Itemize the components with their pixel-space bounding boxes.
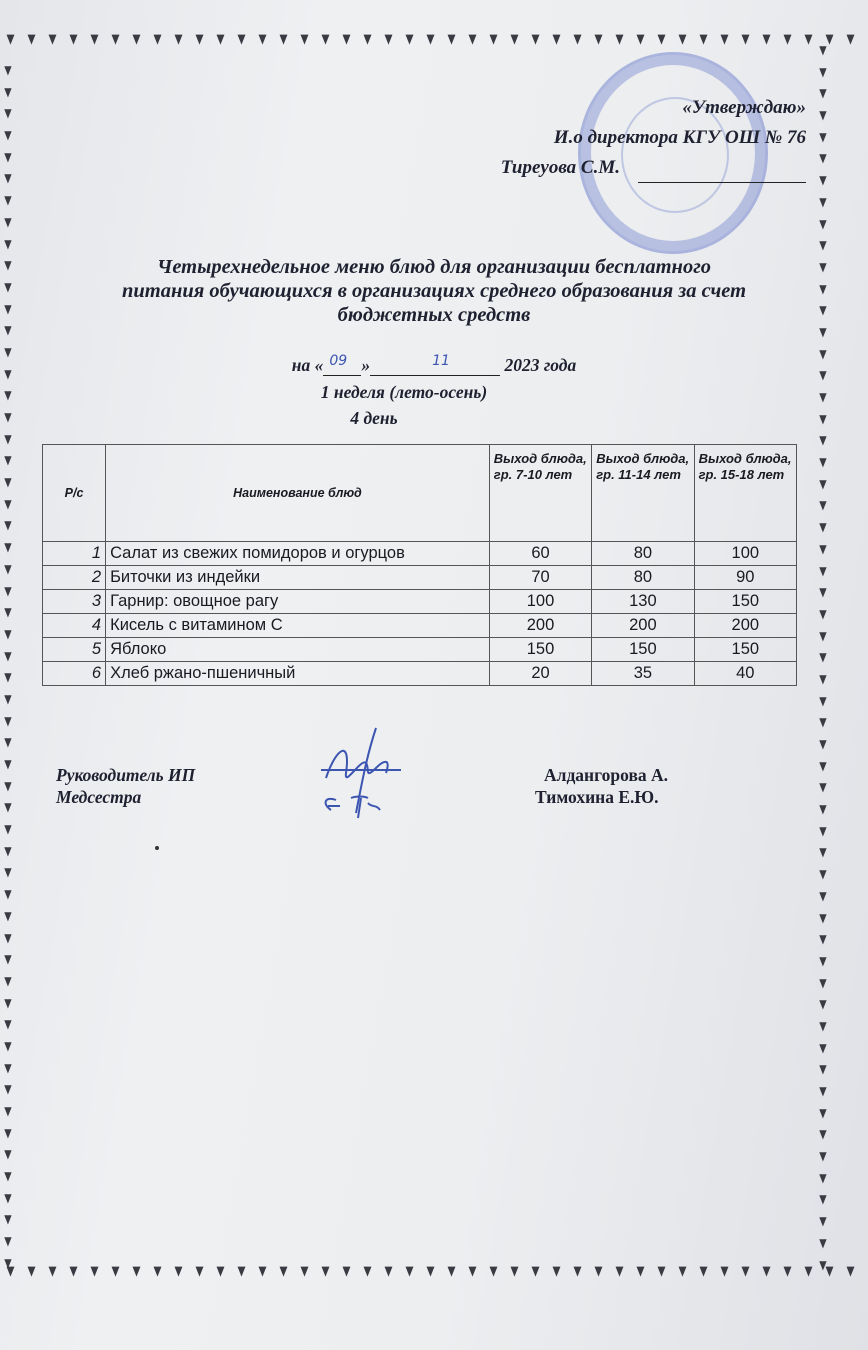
flower-ornament-icon: ▼ — [258, 1264, 267, 1279]
flower-ornament-icon: ▼ — [4, 106, 12, 121]
flower-ornament-icon: ▼ — [819, 845, 827, 860]
cell-g3: 40 — [694, 662, 796, 686]
flower-ornament-icon: ▼ — [819, 498, 827, 513]
cell-name: Биточки из индейки — [106, 566, 490, 590]
flower-ornament-icon: ▼ — [699, 32, 708, 47]
table-row — [43, 566, 797, 590]
flower-ornament-icon: ▼ — [819, 780, 827, 795]
flower-ornament-icon: ▼ — [4, 605, 12, 620]
cell-num: 5 — [43, 638, 106, 662]
table-row — [43, 614, 797, 638]
flower-ornament-icon: ▼ — [237, 32, 246, 47]
flower-ornament-icon: ▼ — [819, 476, 827, 491]
flower-ornament-icon: ▼ — [4, 453, 12, 468]
header-age-15-18: Выход блюда, гр. 15-18 лет — [694, 445, 796, 542]
approval-heading: «Утверждаю» — [682, 97, 806, 118]
flower-ornament-icon: ▼ — [4, 995, 12, 1010]
approval-block — [501, 93, 806, 183]
cell-num: 6 — [43, 662, 106, 686]
flower-ornament-icon: ▼ — [678, 32, 687, 47]
flower-ornament-icon: ▼ — [6, 32, 15, 47]
cell-g2: 130 — [592, 590, 694, 614]
flower-ornament-icon: ▼ — [819, 671, 827, 686]
flower-ornament-icon: ▼ — [4, 1082, 12, 1097]
flower-ornament-icon: ▼ — [819, 932, 827, 947]
date-suffix: 2023 года — [500, 355, 577, 375]
flower-ornament-icon: ▼ — [69, 32, 78, 47]
flower-ornament-icon: ▼ — [819, 194, 827, 209]
flower-ornament-icon: ▼ — [804, 1264, 813, 1279]
flower-ornament-icon: ▼ — [27, 32, 36, 47]
flower-ornament-icon: ▼ — [4, 778, 12, 793]
flower-ornament-icon: ▼ — [4, 193, 12, 208]
flower-ornament-icon: ▼ — [819, 303, 827, 318]
role-nurse: Медсестра — [56, 787, 142, 807]
flower-ornament-icon: ▼ — [819, 693, 827, 708]
cell-g1: 20 — [489, 662, 591, 686]
flower-ornament-icon: ▼ — [4, 691, 12, 706]
flower-ornament-icon: ▼ — [819, 1018, 827, 1033]
flower-ornament-icon: ▼ — [819, 1170, 827, 1185]
flower-ornament-icon: ▼ — [819, 368, 827, 383]
flower-ornament-icon: ▼ — [819, 953, 827, 968]
flower-ornament-icon: ▼ — [4, 952, 12, 967]
flower-ornament-icon: ▼ — [819, 650, 827, 665]
flower-ornament-icon: ▼ — [4, 583, 12, 598]
name-head: Алдангорова А. — [544, 765, 669, 785]
table-row — [43, 542, 797, 566]
flower-ornament-icon: ▼ — [48, 1264, 57, 1279]
flower-ornament-icon: ▼ — [111, 32, 120, 47]
flower-ornament-icon: ▼ — [6, 1264, 15, 1279]
flower-ornament-icon: ▼ — [819, 1084, 827, 1098]
header-name: Наименование блюд — [106, 445, 490, 542]
flower-ornament-icon: ▼ — [552, 1264, 561, 1279]
cell-num: 4 — [43, 614, 106, 638]
date-line — [0, 355, 868, 376]
day-label: 4 день — [350, 408, 398, 428]
flower-ornament-icon: ▼ — [279, 32, 288, 47]
date-month-blank — [370, 353, 500, 376]
flower-ornament-icon: ▼ — [4, 865, 12, 880]
flower-ornament-icon: ▼ — [4, 63, 12, 77]
flower-ornament-icon: ▼ — [819, 259, 827, 274]
cell-name: Яблоко — [106, 638, 490, 662]
flower-ornament-icon: ▼ — [4, 843, 12, 858]
flower-ornament-icon: ▼ — [783, 1264, 792, 1279]
cell-num: 1 — [43, 542, 106, 566]
flower-ornament-icon: ▼ — [657, 32, 666, 47]
flower-ornament-icon: ▼ — [132, 1264, 141, 1279]
flower-ornament-icon: ▼ — [819, 1192, 827, 1207]
flower-ornament-icon: ▼ — [819, 867, 827, 882]
flower-ornament-icon: ▼ — [4, 540, 12, 555]
flower-ornament-icon: ▼ — [4, 279, 12, 294]
flower-ornament-icon: ▼ — [4, 822, 12, 837]
flower-ornament-icon: ▼ — [153, 1264, 162, 1279]
flower-ornament-icon: ▼ — [819, 1105, 827, 1120]
flower-ornament-icon: ▼ — [342, 1264, 351, 1279]
flower-ornament-icon: ▼ — [174, 32, 183, 47]
cell-num: 3 — [43, 590, 106, 614]
flower-ornament-icon: ▼ — [4, 1255, 12, 1270]
flower-ornament-icon: ▼ — [300, 1264, 309, 1279]
flower-ornament-icon: ▼ — [819, 151, 827, 166]
flower-ornament-icon: ▼ — [4, 1017, 12, 1032]
header-age-11-14: Выход блюда, гр. 11-14 лет — [592, 445, 694, 542]
flower-ornament-icon: ▼ — [4, 757, 12, 771]
flower-ornament-icon: ▼ — [699, 1264, 708, 1279]
cell-g2: 35 — [592, 662, 694, 686]
flower-ornament-icon: ▼ — [195, 1264, 204, 1279]
flower-ornament-icon: ▼ — [4, 388, 12, 403]
flower-ornament-icon: ▼ — [819, 346, 827, 361]
flower-ornament-icon: ▼ — [594, 32, 603, 47]
flower-ornament-icon: ▼ — [447, 1264, 456, 1279]
date-day-blank — [323, 353, 361, 376]
table-row — [43, 662, 797, 686]
flower-ornament-icon: ▼ — [573, 1264, 582, 1279]
flower-ornament-icon: ▼ — [363, 1264, 372, 1279]
flower-ornament-icon: ▼ — [819, 975, 827, 990]
flower-ornament-icon: ▼ — [4, 171, 12, 186]
flower-ornament-icon: ▼ — [468, 32, 477, 47]
flower-ornament-icon: ▼ — [636, 1264, 645, 1279]
flower-ornament-icon: ▼ — [216, 1264, 225, 1279]
cell-g2: 150 — [592, 638, 694, 662]
flower-ornament-icon: ▼ — [531, 1264, 540, 1279]
flower-ornament-icon: ▼ — [447, 32, 456, 47]
flower-ornament-icon: ▼ — [762, 1264, 771, 1279]
flower-ornament-icon: ▼ — [4, 323, 12, 338]
title-line-2: питания обучающихся в организациях среднего образования за счет — [121, 280, 747, 302]
flower-ornament-icon: ▼ — [825, 1264, 834, 1279]
flower-ornament-icon: ▼ — [846, 32, 855, 47]
flower-ornament-icon: ▼ — [819, 541, 827, 556]
flower-ornament-icon: ▼ — [4, 1190, 12, 1205]
flower-ornament-icon: ▼ — [819, 281, 827, 296]
cell-g1: 100 — [489, 590, 591, 614]
flower-ornament-icon: ▼ — [819, 520, 827, 535]
flower-ornament-icon: ▼ — [4, 1234, 12, 1249]
flower-ornament-icon: ▼ — [321, 32, 330, 47]
footer-names — [535, 764, 668, 808]
flower-ornament-icon: ▼ — [426, 32, 435, 47]
flower-ornament-icon: ▼ — [4, 475, 12, 490]
cell-name: Хлеб ржано-пшеничный — [106, 662, 490, 686]
cell-g2: 80 — [592, 566, 694, 590]
flower-ornament-icon: ▼ — [594, 1264, 603, 1279]
flower-ornament-icon: ▼ — [819, 216, 827, 231]
title-line-3: бюджетных средств — [337, 304, 531, 326]
date-month: 11 — [432, 353, 450, 369]
flower-ornament-icon: ▼ — [279, 1264, 288, 1279]
flower-ornament-icon: ▼ — [531, 32, 540, 47]
flower-ornament-icon: ▼ — [819, 1040, 827, 1055]
flower-ornament-icon: ▼ — [741, 1264, 750, 1279]
flower-ornament-icon: ▼ — [4, 410, 12, 424]
flower-ornament-icon: ▼ — [819, 563, 827, 578]
cell-name: Гарнир: овощное рагу — [106, 590, 490, 614]
flower-ornament-icon: ▼ — [678, 1264, 687, 1279]
flower-ornament-icon: ▼ — [111, 1264, 120, 1279]
document-title — [34, 255, 834, 327]
cell-name: Кисель с витамином С — [106, 614, 490, 638]
flower-ornament-icon: ▼ — [4, 648, 12, 663]
flower-ornament-icon: ▼ — [4, 908, 12, 923]
flower-ornament-icon: ▼ — [819, 129, 827, 144]
flower-ornament-icon: ▼ — [819, 1149, 827, 1164]
header-num: Р/с — [43, 445, 106, 542]
flower-ornament-icon: ▼ — [4, 713, 12, 728]
flower-ornament-icon: ▼ — [819, 758, 827, 773]
flower-ornament-icon: ▼ — [4, 301, 12, 316]
flower-ornament-icon: ▼ — [216, 32, 225, 47]
cell-num: 2 — [43, 566, 106, 590]
flower-ornament-icon: ▼ — [636, 32, 645, 47]
flower-ornament-icon: ▼ — [819, 823, 827, 838]
flower-ornament-icon: ▼ — [4, 128, 12, 143]
flower-ornament-icon: ▼ — [405, 32, 414, 47]
cell-g3: 200 — [694, 614, 796, 638]
flower-ornament-icon: ▼ — [552, 32, 561, 47]
flower-ornament-icon: ▼ — [720, 32, 729, 47]
flower-ornament-icon: ▼ — [4, 149, 12, 164]
flower-ornament-icon: ▼ — [819, 888, 827, 903]
header-age-7-10: Выход блюда, гр. 7-10 лет — [489, 445, 591, 542]
flower-ornament-icon: ▼ — [174, 1264, 183, 1279]
cell-g1: 70 — [489, 566, 591, 590]
flower-ornament-icon: ▼ — [4, 735, 12, 750]
date-day: 09 — [329, 353, 348, 369]
flower-ornament-icon: ▼ — [321, 1264, 330, 1279]
flower-ornament-icon: ▼ — [741, 32, 750, 47]
date-middle: » — [361, 355, 371, 375]
cell-g1: 60 — [489, 542, 591, 566]
footer-roles — [56, 764, 195, 808]
flower-ornament-icon: ▼ — [4, 1169, 12, 1184]
flower-ornament-icon: ▼ — [195, 32, 204, 47]
flower-ornament-icon: ▼ — [4, 214, 12, 229]
flower-ornament-icon: ▼ — [819, 910, 827, 925]
flower-ornament-icon: ▼ — [4, 561, 12, 576]
approval-director-name: Тиреуова С.М. — [500, 157, 620, 178]
flower-ornament-icon: ▼ — [819, 1235, 827, 1250]
flower-ornament-icon: ▼ — [846, 1264, 855, 1279]
flower-ornament-icon: ▼ — [825, 32, 834, 47]
flower-ornament-icon: ▼ — [48, 32, 57, 47]
flower-ornament-icon: ▼ — [342, 32, 351, 47]
flower-ornament-icon: ▼ — [819, 802, 827, 817]
cell-g2: 80 — [592, 542, 694, 566]
flower-ornament-icon: ▼ — [819, 1214, 827, 1229]
flower-ornament-icon: ▼ — [90, 1264, 99, 1279]
flower-ornament-icon: ▼ — [4, 930, 12, 945]
flower-ornament-icon: ▼ — [4, 518, 12, 533]
flower-ornament-icon: ▼ — [804, 32, 813, 47]
cell-g1: 200 — [489, 614, 591, 638]
flower-ornament-icon: ▼ — [615, 1264, 624, 1279]
flower-ornament-icon: ▼ — [4, 1125, 12, 1140]
flower-ornament-icon: ▼ — [4, 344, 12, 359]
flower-ornament-icon: ▼ — [27, 1264, 36, 1279]
flower-ornament-icon: ▼ — [819, 324, 827, 339]
cell-g3: 150 — [694, 590, 796, 614]
approval-signature-line — [638, 162, 806, 183]
flower-ornament-icon: ▼ — [819, 64, 827, 79]
flower-ornament-icon: ▼ — [819, 433, 827, 448]
flower-ornament-icon: ▼ — [819, 43, 827, 57]
handwritten-signature — [306, 718, 416, 828]
table-row — [43, 590, 797, 614]
flower-ornament-icon: ▼ — [819, 1127, 827, 1142]
flower-ornament-icon: ▼ — [4, 887, 12, 902]
table-header-row — [43, 445, 797, 542]
flower-ornament-icon: ▼ — [363, 32, 372, 47]
flower-ornament-icon: ▼ — [819, 737, 827, 751]
flower-ornament-icon: ▼ — [4, 1060, 12, 1075]
flower-ornament-icon: ▼ — [819, 108, 827, 123]
flower-ornament-icon: ▼ — [4, 236, 12, 251]
flower-ornament-icon: ▼ — [819, 86, 827, 101]
cell-g2: 200 — [592, 614, 694, 638]
title-line-1: Четырехнедельное меню блюд для организации бесплатного — [156, 256, 712, 278]
week-label: 1 неделя (лето-осень) — [320, 382, 488, 402]
flower-ornament-icon: ▼ — [657, 1264, 666, 1279]
flower-ornament-icon: ▼ — [489, 1264, 498, 1279]
flower-ornament-icon: ▼ — [819, 390, 827, 404]
flower-ornament-icon: ▼ — [819, 411, 827, 426]
flower-ornament-icon: ▼ — [819, 585, 827, 600]
ornament-border-bottom — [0, 1262, 868, 1292]
flower-ornament-icon: ▼ — [300, 32, 309, 47]
cell-g1: 150 — [489, 638, 591, 662]
ink-dot — [155, 846, 159, 850]
flower-ornament-icon: ▼ — [153, 32, 162, 47]
flower-ornament-icon: ▼ — [132, 32, 141, 47]
flower-ornament-icon: ▼ — [819, 238, 827, 253]
flower-ornament-icon: ▼ — [4, 366, 12, 381]
date-prefix: на « — [291, 355, 324, 375]
flower-ornament-icon: ▼ — [4, 1147, 12, 1162]
flower-ornament-icon: ▼ — [4, 1038, 12, 1053]
flower-ornament-icon: ▼ — [4, 431, 12, 446]
flower-ornament-icon: ▼ — [615, 32, 624, 47]
flower-ornament-icon: ▼ — [819, 1062, 827, 1077]
flower-ornament-icon: ▼ — [573, 32, 582, 47]
flower-ornament-icon: ▼ — [384, 32, 393, 47]
flower-ornament-icon: ▼ — [510, 1264, 519, 1279]
flower-ornament-icon: ▼ — [819, 173, 827, 188]
cell-g3: 90 — [694, 566, 796, 590]
cell-name: Салат из свежих помидоров и огурцов — [106, 542, 490, 566]
flower-ornament-icon: ▼ — [468, 1264, 477, 1279]
flower-ornament-icon: ▼ — [405, 1264, 414, 1279]
name-nurse: Тимохина Е.Ю. — [535, 787, 659, 807]
ornament-border-right — [815, 40, 831, 1280]
flower-ornament-icon: ▼ — [4, 1104, 12, 1118]
flower-ornament-icon: ▼ — [4, 626, 12, 641]
flower-ornament-icon: ▼ — [762, 32, 771, 47]
flower-ornament-icon: ▼ — [819, 715, 827, 730]
menu-table — [42, 444, 797, 686]
table-row — [43, 638, 797, 662]
flower-ornament-icon: ▼ — [489, 32, 498, 47]
role-head: Руководитель ИП — [56, 765, 196, 785]
flower-ornament-icon: ▼ — [258, 32, 267, 47]
ornament-border-left — [0, 60, 16, 1280]
flower-ornament-icon: ▼ — [783, 32, 792, 47]
cell-g3: 100 — [694, 542, 796, 566]
flower-ornament-icon: ▼ — [4, 800, 12, 815]
flower-ornament-icon: ▼ — [69, 1264, 78, 1279]
flower-ornament-icon: ▼ — [4, 1212, 12, 1227]
flower-ornament-icon: ▼ — [510, 32, 519, 47]
approval-position: И.о директора КГУ ОШ № 76 — [553, 127, 806, 148]
flower-ornament-icon: ▼ — [819, 606, 827, 621]
flower-ornament-icon: ▼ — [4, 84, 12, 99]
flower-ornament-icon: ▼ — [426, 1264, 435, 1279]
flower-ornament-icon: ▼ — [4, 258, 12, 273]
flower-ornament-icon: ▼ — [90, 32, 99, 47]
flower-ornament-icon: ▼ — [720, 1264, 729, 1279]
ornament-border-top — [0, 30, 868, 80]
flower-ornament-icon: ▼ — [819, 455, 827, 470]
flower-ornament-icon: ▼ — [4, 670, 12, 685]
flower-ornament-icon: ▼ — [237, 1264, 246, 1279]
flower-ornament-icon: ▼ — [4, 496, 12, 511]
flower-ornament-icon: ▼ — [819, 628, 827, 643]
flower-ornament-icon: ▼ — [384, 1264, 393, 1279]
flower-ornament-icon: ▼ — [819, 1257, 827, 1272]
cell-g3: 150 — [694, 638, 796, 662]
flower-ornament-icon: ▼ — [4, 973, 12, 988]
flower-ornament-icon: ▼ — [819, 997, 827, 1012]
